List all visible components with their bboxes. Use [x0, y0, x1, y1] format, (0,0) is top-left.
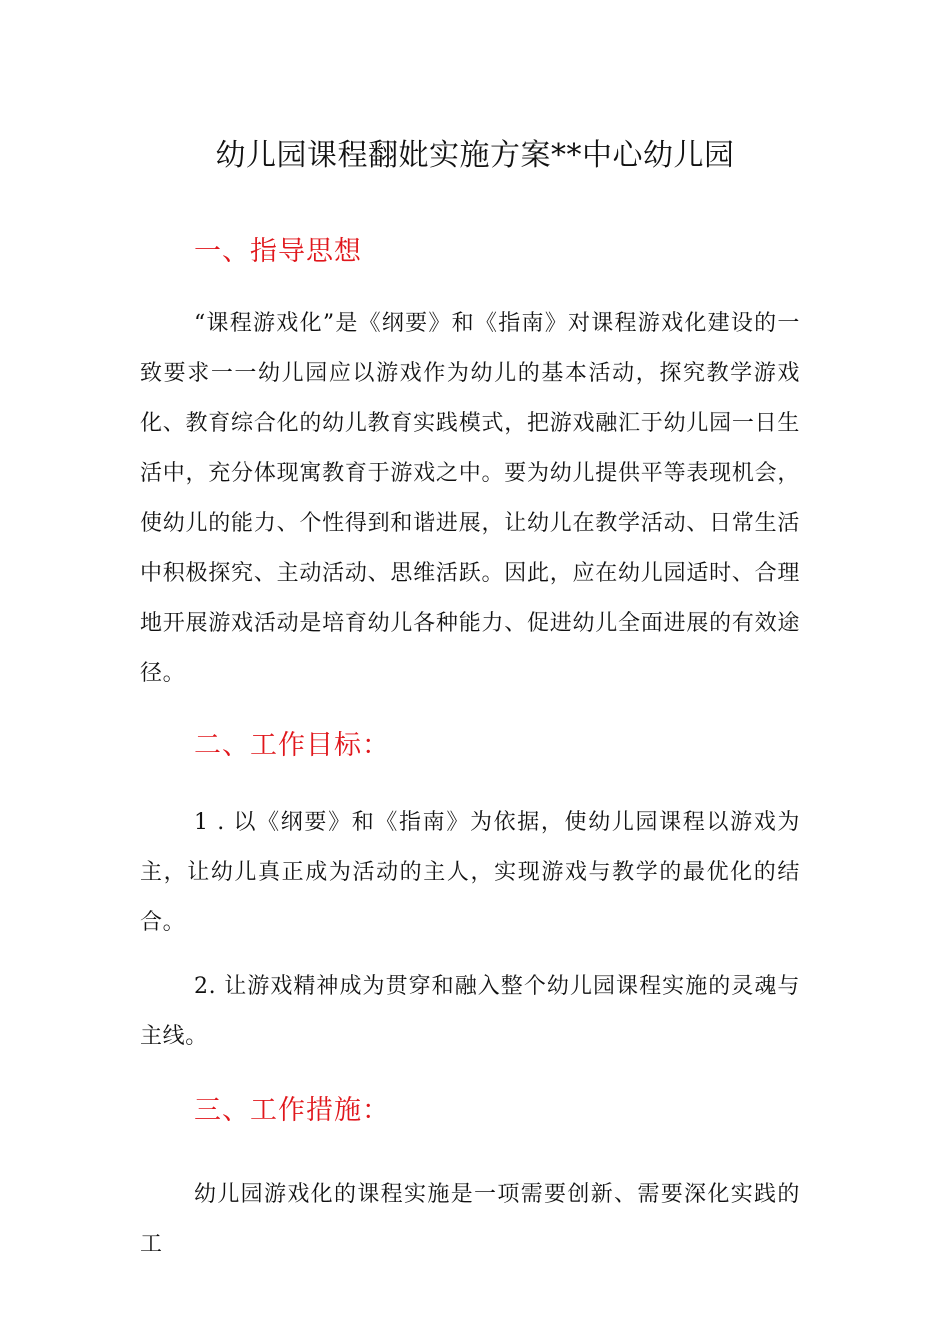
- section-heading-guiding-ideology: 一、指导思想: [194, 236, 362, 267]
- paragraph-guiding-ideology: “课程游戏化”是《纲要》和《指南》对课程游戏化建设的一致要求一一幼儿园应以游戏作为幼儿的基本活动，探究教学游戏化、教育综合化的幼儿教育实践模式，把游戏融汇于幼儿园一日生活中，充分体现寓教育于游戏之中。要为幼儿提供平等表现机会，使幼儿的能力、个性得到和谐进展，让幼儿在教学活动、日常生活中积极探究、主动活动、思维活跃。因此，应在幼儿园适时、合理地开展游戏活动是培育幼儿各种能力、促进幼儿全面进展的有效途径。: [140, 311, 800, 686]
- section-heading-work-goals: 二、工作目标：: [194, 730, 390, 761]
- document-title: 幼儿园课程翻妣实施方案**中心幼儿园: [215, 138, 735, 173]
- paragraph-work-goal-1: 1 . 以《纲要》和《指南》为依据，使幼儿园课程以游戏为主，让幼儿真正成为活动的主人，实现游戏与教学的最优化的结合。: [140, 810, 800, 935]
- section-heading-work-measures: 三、工作措施：: [194, 1095, 390, 1126]
- paragraph-work-measures: 幼儿园游戏化的课程实施是一项需要创新、需要深化实践的工: [140, 1182, 800, 1257]
- paragraph-work-goal-2: 2. 让游戏精神成为贯穿和融入整个幼儿园课程实施的灵魂与主线。: [140, 974, 800, 1049]
